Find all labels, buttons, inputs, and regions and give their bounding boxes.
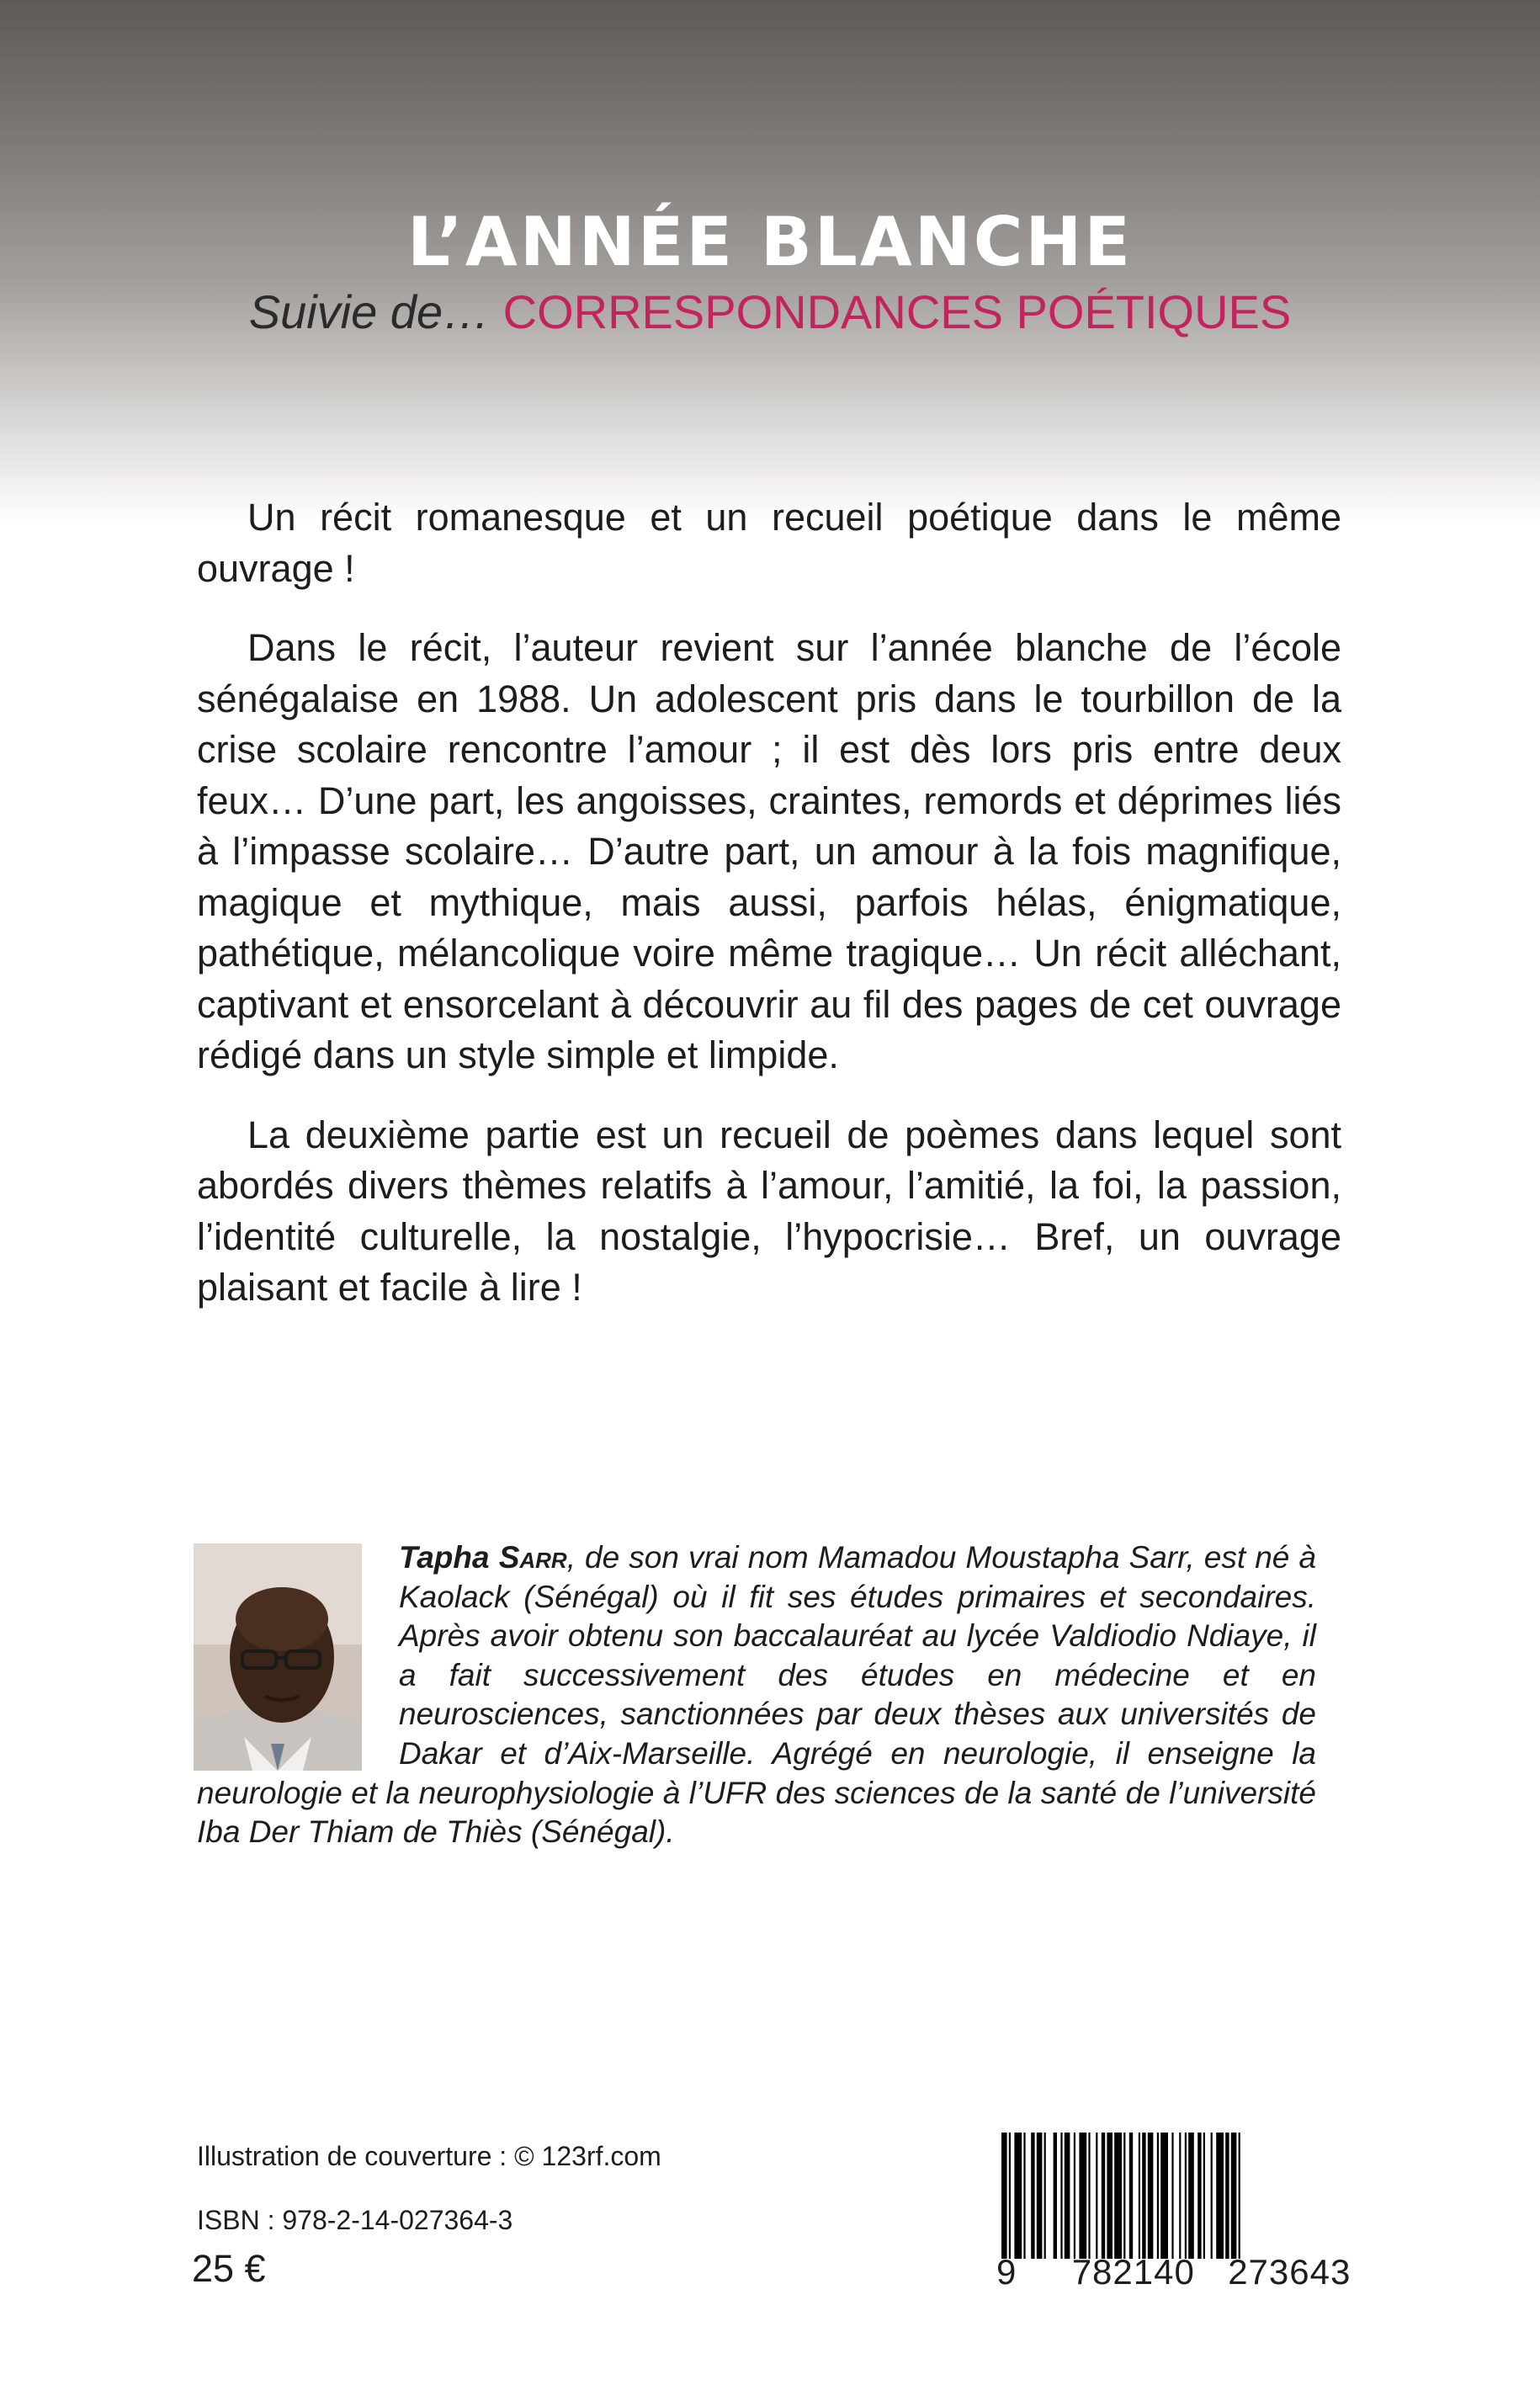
- author-first-name: Tapha: [399, 1540, 490, 1575]
- barcode-bar: [1088, 2133, 1090, 2259]
- author-surname: Sarr: [498, 1540, 567, 1575]
- barcode-bar: [1188, 2133, 1194, 2259]
- barcode-bar: [1096, 2133, 1097, 2259]
- isbn: ISBN : 978-2-14-027364-3: [197, 2205, 513, 2235]
- barcode-digit-group-1: 782140: [1071, 2252, 1195, 2292]
- barcode-bar: [1231, 2133, 1237, 2259]
- book-title: L’ANNÉE BLANCHE: [406, 203, 1134, 281]
- barcode-bar: [1203, 2133, 1205, 2259]
- barcode-bar: [1129, 2133, 1133, 2259]
- cover-illustration-credit: Illustration de couverture : © 123rf.com: [197, 2141, 661, 2171]
- blurb-paragraph-3: La deuxième partie est un recueil de poèmes dans lequel sont abordés divers thèmes relatifs à l’amour, l’amitié, la foi, la passion, l’identité culturelle, la nostalgie, l’hypocrisie… Bref, un ouvrage plaisant et facile à lire !: [197, 1113, 1341, 1309]
- barcode-bar: [1107, 2133, 1113, 2259]
- subtitle-lead: Suivie de…: [248, 285, 491, 338]
- blurb-paragraph-1: Un récit romanesque et un recueil poétique dans le même ouvrage !: [197, 496, 1341, 590]
- barcode-bar: [1142, 2133, 1145, 2259]
- barcode-bar: [1171, 2133, 1173, 2259]
- barcode-bar: [1211, 2133, 1213, 2259]
- barcode-bar: [1123, 2133, 1125, 2259]
- barcode-digit-group-2: 273643: [1228, 2252, 1351, 2292]
- barcode-bar: [1102, 2133, 1105, 2259]
- barcode-bar: [1216, 2133, 1224, 2259]
- price: 25 €: [192, 2247, 266, 2290]
- barcode-bar: [1023, 2133, 1025, 2259]
- author-biography: [197, 1538, 1316, 1852]
- barcode-bar: [1014, 2133, 1022, 2259]
- title-block: [0, 202, 1540, 342]
- subtitle-accent: CORRESPONDANCES POÉTIQUES: [502, 285, 1292, 338]
- barcode-bar: [1079, 2133, 1086, 2259]
- barcode-bar: [1031, 2133, 1034, 2259]
- barcode-bar: [1037, 2133, 1043, 2259]
- barcode-bar: [1160, 2133, 1168, 2259]
- barcode-bar: [1009, 2133, 1011, 2259]
- book-subtitle: [0, 283, 1540, 342]
- blurb-paragraph-2: Dans le récit, l’auteur revient sur l’année blanche de l’école sénégalaise en 1988. Un adolescent pris dans le tourbillon de la crise scolaire rencontre l’amour ; il est dès lors pris entre deux feux… D’une part, les angoisses, craintes, remords et déprimes liés à l’impasse scolaire… D’autre part, un amour à la fois magnifique, magique et mythique, mais aussi, parfois hélas, énigmatique, pathétique, mélancolique voire même tragique… Un récit alléchant, captivant et ensorcelant à découvrir au fil des pages de cet ouvrage rédigé dans un style simple et limpide.: [197, 626, 1341, 1076]
- back-cover-blurb: [197, 492, 1341, 1342]
- barcode-bar: [1044, 2133, 1046, 2259]
- barcode-bar: [1148, 2133, 1154, 2259]
- barcode-bar: [1139, 2133, 1140, 2259]
- barcode-bar: [1179, 2133, 1181, 2259]
- barcode-bar: [1065, 2133, 1070, 2259]
- barcode-bar: [1054, 2133, 1057, 2259]
- author-bio-text: , de son vrai nom Mamadou Moustapha Sarr, est né à Kaolack (Sénégal) où il fit ses études primaires et secondaires. Après avoir obtenu son baccalauréat au lycée Valdiodio Ndiaye, il a fait successivement des études en médecine et en neurosciences, sanctionnées par deux thèses aux universités de Dakar et d’Aix-Marseille. Agrégé en neurologie, il enseigne la neurologie et la neurophysiologie à l’UFR des sciences de la santé de l’université Iba Der Thiam de Thiès (Sénégal).: [197, 1540, 1317, 1850]
- barcode-first-digit: 9: [996, 2252, 1017, 2292]
- barcode-bar: [1225, 2133, 1229, 2259]
- barcode-bar: [1074, 2133, 1075, 2259]
- barcode-bar: [1197, 2133, 1201, 2259]
- barcode-bar: [1239, 2133, 1240, 2259]
- barcode-bar: [1060, 2133, 1062, 2259]
- barcode-digits: [996, 2252, 1350, 2292]
- barcode-bar: [1157, 2133, 1159, 2259]
- barcode-bar: [1185, 2133, 1187, 2259]
- barcode-bar: [1114, 2133, 1122, 2259]
- barcode-bar: [1001, 2133, 1007, 2259]
